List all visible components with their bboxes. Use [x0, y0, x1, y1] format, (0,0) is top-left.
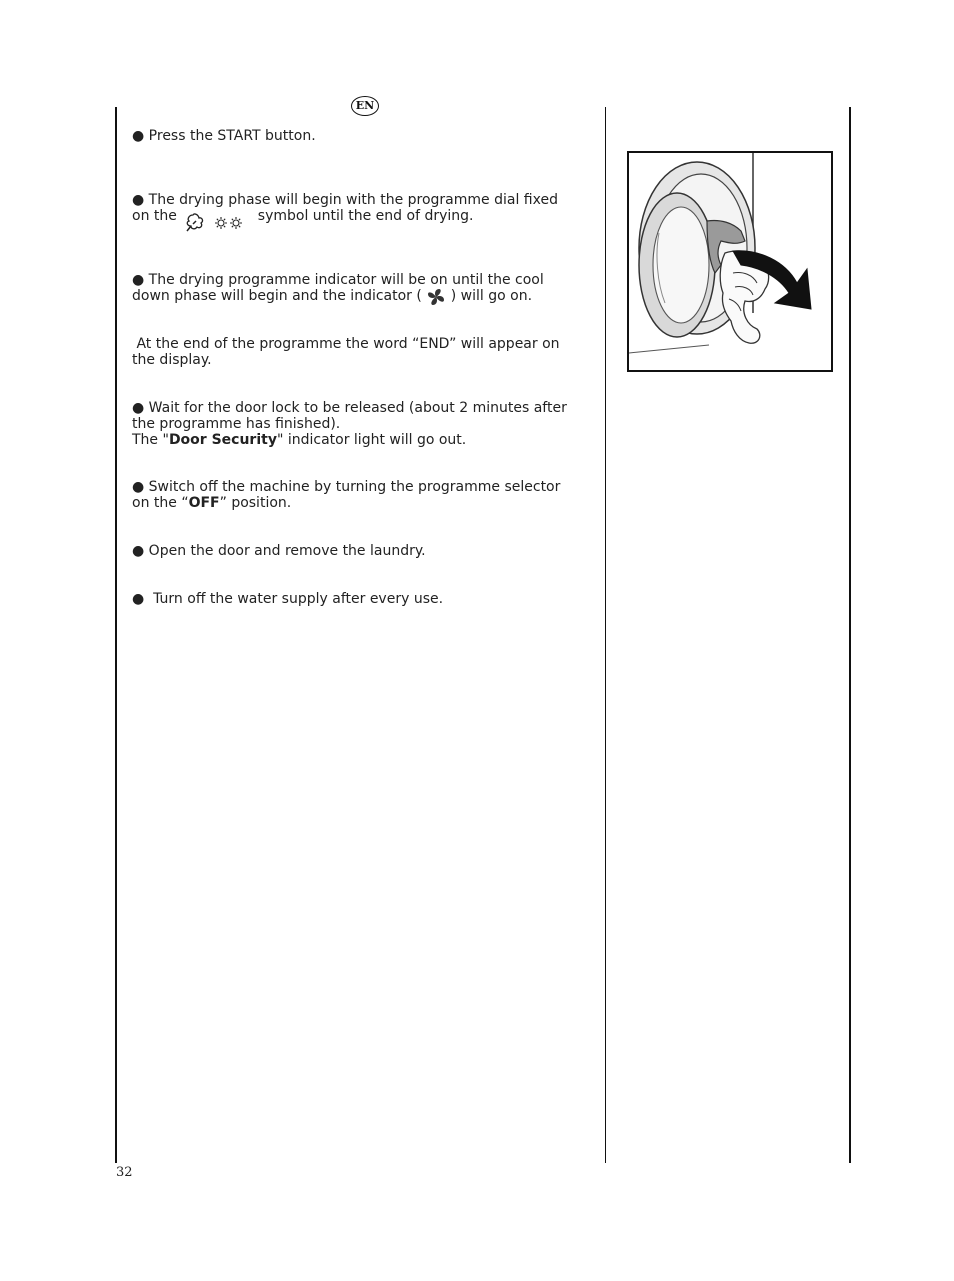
- off-label: OFF: [188, 495, 220, 511]
- step-text: Turn off the water supply after every use.: [148, 591, 444, 607]
- step-text-line2b: ) will go on.: [450, 288, 533, 304]
- step-remove-laundry: [132, 543, 594, 559]
- step-text: Press the START button.: [148, 128, 316, 144]
- step-text-line3a: The ": [132, 432, 169, 448]
- left-margin-rule: [115, 107, 117, 1163]
- washing-machine-door-illustration: [627, 151, 833, 372]
- bullet: ●: [132, 192, 145, 208]
- step-text-line2a: on the: [132, 208, 177, 224]
- language-badge: EN: [351, 96, 379, 116]
- bullet: ●: [132, 272, 145, 288]
- column-divider-rule: [605, 107, 606, 1163]
- right-margin-rule: [849, 107, 851, 1163]
- bullet: ●: [132, 543, 145, 559]
- step-text-line2c: ” position.: [219, 495, 292, 511]
- step-text-line2a: down phase will begin and the indicator (: [132, 288, 422, 304]
- step-text-line1: The drying phase will begin with the programme dial fixed: [148, 192, 558, 208]
- step-text-line2: the programme has finished).: [132, 416, 341, 432]
- door-security-label: Door Security: [168, 432, 277, 448]
- bullet: ●: [132, 400, 145, 416]
- step-text-line2a: on the “: [132, 495, 189, 511]
- step-text-line1: Switch off the machine by turning the programme selector: [148, 479, 561, 495]
- step-text-line2b: symbol until the end of drying.: [257, 208, 474, 224]
- step-end-display: [132, 336, 594, 368]
- step-text: Open the door and remove the laundry.: [148, 543, 426, 559]
- step-text-line3c: " indicator light will go out.: [276, 432, 467, 448]
- page-number: 32: [116, 1165, 133, 1180]
- step-drying-phase: [132, 192, 594, 224]
- bullet: ●: [132, 128, 145, 144]
- bullet: ●: [132, 479, 145, 495]
- step-text-line1: The drying programme indicator will be on until the cool: [148, 272, 544, 288]
- bullet: ●: [132, 591, 145, 607]
- cotton-sun-icon: [183, 211, 251, 227]
- step-switch-off: [132, 479, 594, 511]
- step-press-start: [132, 128, 594, 144]
- step-door-lock: [132, 400, 594, 448]
- fan-icon: [426, 288, 446, 304]
- step-text-line1: At the end of the programme the word “END” will appear on: [132, 336, 560, 352]
- step-drying-indicator: [132, 272, 594, 304]
- step-water-supply: [132, 591, 594, 607]
- step-text-line1: Wait for the door lock to be released (about 2 minutes after: [148, 400, 567, 416]
- step-text-line2: the display.: [132, 352, 212, 368]
